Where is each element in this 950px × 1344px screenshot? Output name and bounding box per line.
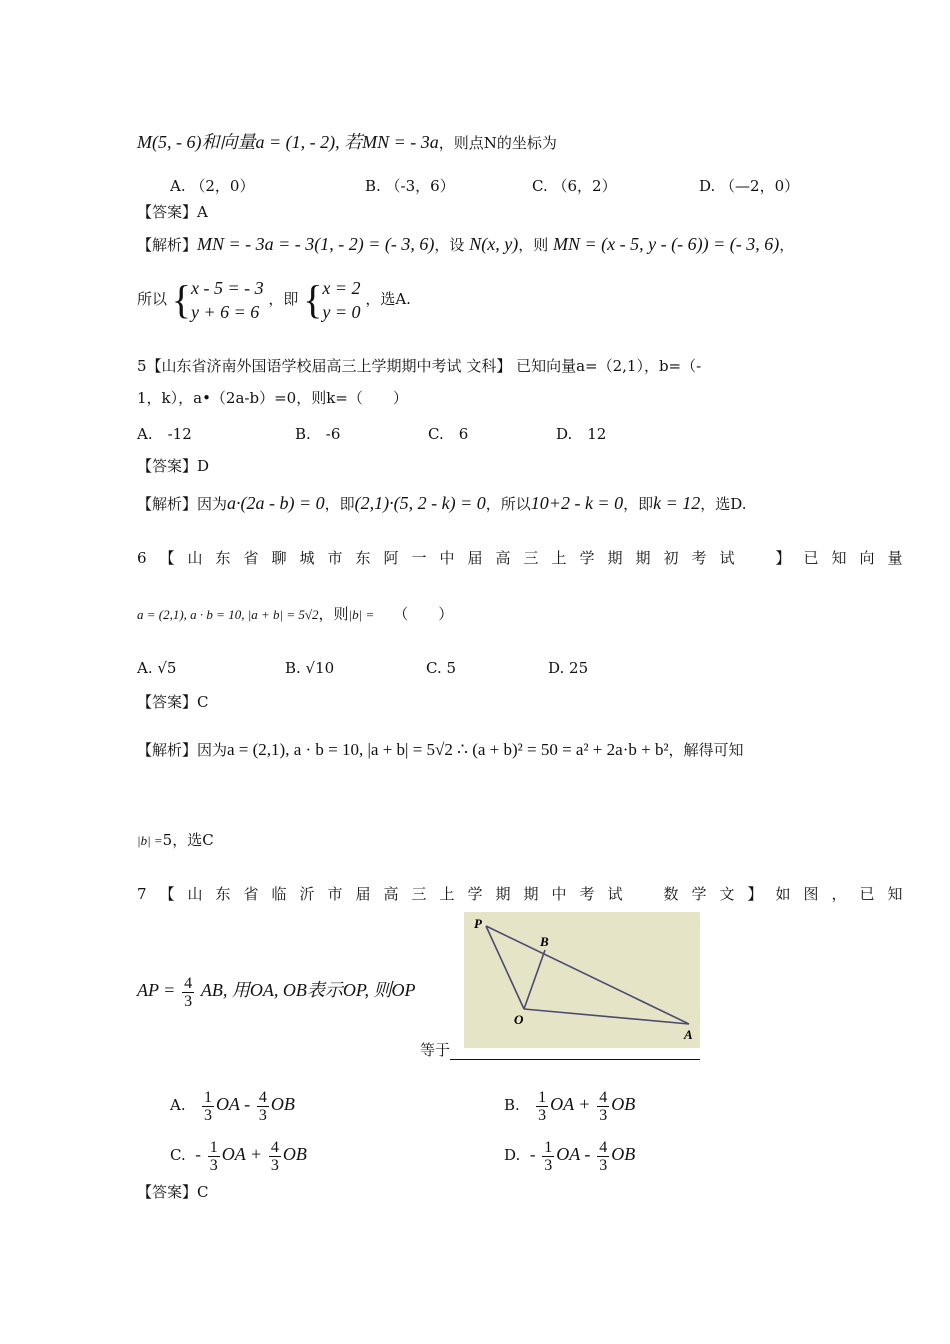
q4-system-1 [191,276,264,324]
q6-conclusion-math: |b| = [137,833,163,848]
q7-option-d-frac2-den: 3 [599,1156,608,1174]
q4-system-2 [322,276,360,324]
q4-stem [137,132,557,153]
q7-blank-label: 等于 [420,1041,451,1059]
q7-option-d-term1: OA - [556,1144,591,1164]
q7-option-c-term2: OB [282,1144,307,1164]
q4-analysis-text2: ，则 [518,236,549,254]
q7-option-a-frac1-num: 1 [203,1088,212,1106]
q4-analysis-label: 【解析】 [137,236,198,254]
q7-option-d-frac1 [542,1139,554,1174]
q4-analysis-text1: ，设 [434,236,465,254]
q4-stem-math: M(5, - 6)和向量a = (1, - 2), 若MN = - 3a [137,132,439,152]
label-b: B [540,934,549,949]
q5-analysis [137,493,747,514]
q7-option-b-frac1-num: 1 [538,1088,547,1106]
q7-option-a-frac1-den: 3 [203,1106,212,1124]
q7-blank-line [420,1040,700,1060]
q5-line2: 1，k），a•（2a-b）=0，则k=（ ） [137,389,408,407]
q7-condition [137,970,416,1011]
q7-option-b-term2: OB [611,1094,636,1114]
q4-analysis-text3: ， [779,236,795,254]
q7-option-c-frac2 [269,1139,281,1174]
q7-fraction [182,975,194,1010]
label-o: O [514,1012,524,1027]
q5-option-c: C. 6 [428,425,469,443]
q7-answer-blank [450,1043,700,1060]
q6-condition-math2: |b| = [348,607,375,622]
q5-analysis-text2: ，所以 [485,495,531,513]
q5-option-b: B. -6 [295,425,341,443]
q7-option-c-frac1-num: 1 [209,1138,218,1156]
q5-analysis-text3: ，即 [623,495,654,513]
q4-analysis-math3: MN = (x - 5, y - (- 6)) = (- 3, 6) [553,234,780,254]
q4-option-b: B. （-3，6） [365,177,455,195]
q5-option-a: A. -12 [137,425,192,443]
q4-brace-1: { [171,277,191,322]
q7-option-b-frac2-num: 4 [599,1088,608,1106]
q7-option-a-term1: OA - [215,1094,251,1114]
q7-option-a-term2: OB [270,1094,295,1114]
q7-option-d-frac2 [597,1139,609,1174]
q7-answer: 【答案】C [137,1183,209,1201]
q7-option-d-term2: OB [611,1144,636,1164]
q5-analysis-label: 【解析】因为 [137,495,228,513]
q7-option-b-frac2 [597,1089,609,1124]
q6-answer: 【答案】C [137,693,209,711]
q6-condition-math: a = (2,1), a · b = 10, |a + b| = 5√2 [137,607,319,622]
q7-option-b-frac1-den: 3 [538,1106,547,1124]
q7-option-d-frac1-den: 3 [544,1156,553,1174]
q5-analysis-math4: k = 12 [653,493,701,513]
triangle-figure [464,912,700,1048]
q7-option-d-label: D. [504,1146,521,1164]
q7-option-c-frac2-num: 4 [270,1138,279,1156]
q7-condition-rest: AB, 用OA, OB表示OP, 则OP [200,980,416,1000]
q7-option-a-frac1 [202,1089,214,1124]
q7-line1: 7【山东省临沂市届高三上学期期中考试 数学文】如图，已知 [137,885,916,903]
q5-line1: 5【山东省济南外国语学校届高三上学期期中考试 文科】 已知向量a=（2,1），b=（- [137,357,702,375]
q4-mid-text: ，即 [268,290,299,308]
q7-option-a [170,1084,295,1125]
q6-conclusion-text: 5，选C [162,831,214,849]
q7-option-b-frac2-den: 3 [599,1106,608,1124]
q5-answer: 【答案】D [137,457,210,475]
q5-analysis-math1: a·(2a - b) = 0 [227,493,325,513]
q4-option-a: A. （2，0） [170,177,255,195]
q7-option-c-sign: - [195,1145,201,1164]
q7-fraction-denominator: 3 [184,992,193,1010]
q6-analysis [137,740,744,760]
q7-option-a-label: A. [170,1096,186,1114]
q4-analysis-math1: MN = - 3a = - 3(1, - 2) = (- 3, 6) [197,234,435,254]
q6-option-b: B. √10 [285,659,335,677]
q7-option-b-label: B. [504,1096,520,1114]
q6-option-d: D. 25 [548,659,589,677]
q7-option-d-sign: - [529,1145,536,1164]
q4-stem-tail: ，则点N的坐标为 [438,134,557,152]
q6-line1: 6【山东省聊城市东阿一中届高三上学期期初考试 】已知向量 [137,549,916,567]
q7-option-b [504,1084,635,1125]
q6-analysis-label: 【解析】因为 [137,741,228,759]
q4-so-label: 所以 [137,290,168,308]
q4-system-line [137,276,411,324]
q7-condition-ap: AP = [137,980,176,1000]
q4-answer: 【答案】A [137,203,208,221]
q4-analysis-math2: N(x, y) [469,234,519,254]
q4-system-1-bottom: y + 6 = 6 [191,302,260,322]
q7-option-c [170,1134,307,1175]
q6-condition [137,604,453,625]
label-p: P [474,916,482,931]
q4-analysis [137,234,794,255]
q7-option-c-term1: OA + [221,1144,263,1164]
q6-analysis-text: ，解得可知 [668,741,744,759]
q5-option-d: D. 12 [556,425,607,443]
q6-answer-paren: （ ） [393,605,454,623]
q7-option-a-frac2 [257,1089,269,1124]
q7-option-c-frac1 [208,1139,220,1174]
q7-option-c-frac1-den: 3 [209,1156,218,1174]
q7-option-a-frac2-den: 3 [258,1106,267,1124]
q7-option-b-frac1 [536,1089,548,1124]
q6-condition-text: ，则 [318,605,349,623]
q7-fraction-numerator: 4 [184,974,193,992]
label-a: A [684,1027,693,1042]
q6-analysis-math: a = (2,1), a · b = 10, |a + b| = 5√2 ∴ (a + b)² = 50 = a² + 2a·b + b² [227,740,669,759]
q4-system-1-top: x - 5 = - 3 [191,278,264,298]
q7-option-d-frac2-num: 4 [599,1138,608,1156]
q7-option-d [504,1134,635,1175]
q5-analysis-text4: ，选D. [700,495,747,513]
q4-system-2-bottom: y = 0 [322,302,361,322]
q7-option-c-frac2-den: 3 [270,1156,279,1174]
q6-option-a: A. √5 [137,659,177,677]
q4-option-c: C. （6，2） [532,177,617,195]
q7-option-a-frac2-num: 4 [258,1088,267,1106]
q4-brace-2: { [303,277,323,322]
q7-option-d-frac1-num: 1 [544,1138,553,1156]
q5-analysis-math2: (2,1)·(5, 2 - k) = 0 [354,493,486,513]
q7-option-c-label: C. [170,1146,186,1164]
q5-analysis-math3: 10+2 - k = 0 [530,493,624,513]
q4-system-2-top: x = 2 [322,278,361,298]
q7-option-b-term1: OA + [550,1094,591,1114]
q4-option-d: D. （—2，0） [699,177,800,195]
q6-conclusion [137,830,214,851]
q6-option-c: C. 5 [426,659,457,677]
q5-analysis-text1: ，即 [324,495,355,513]
q4-end-text: ，选A. [365,290,411,308]
